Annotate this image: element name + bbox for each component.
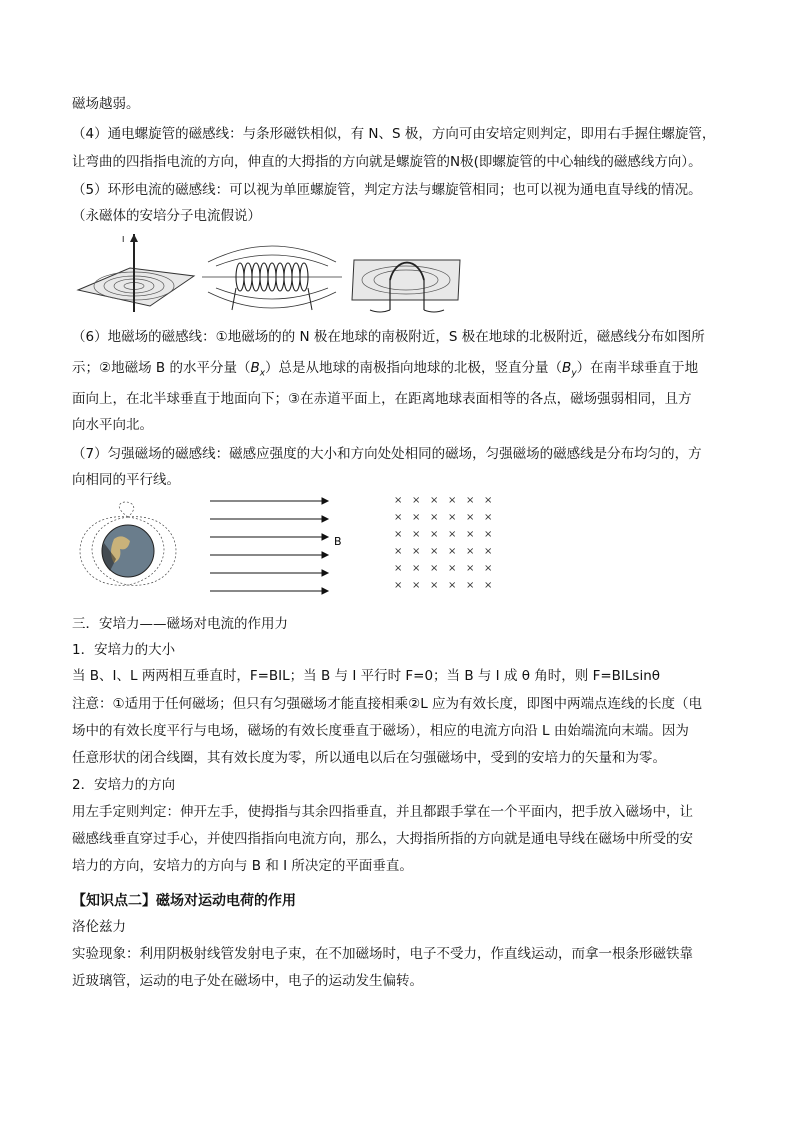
current-loop-field-figure bbox=[352, 260, 460, 312]
svg-text:×: × bbox=[412, 529, 421, 540]
text-line: 近玻璃管，运动的电子处在磁场中，电子的运动发生偏转。 bbox=[72, 973, 423, 989]
svg-text:×: × bbox=[466, 512, 475, 523]
svg-text:×: × bbox=[394, 563, 403, 574]
svg-text:×: × bbox=[430, 546, 439, 557]
text-segment: 示；②地磁场 B 的水平分量（ bbox=[72, 360, 251, 376]
solenoid-field-figure bbox=[202, 246, 342, 310]
svg-text:×: × bbox=[448, 495, 457, 506]
svg-text:×: × bbox=[484, 580, 493, 591]
text-line: 让弯曲的四指指电流的方向，伸直的大拇指的方向就是螺旋管的N极(即螺旋管的中心轴线的磁感线方向）。 bbox=[72, 154, 702, 170]
text-line: 场中的有效长度平行与电场，磁场的有效长度垂直于磁场），相应的电流方向沿 L 由始端流向末端。因为 bbox=[72, 723, 689, 739]
text-line: 磁感线垂直穿过手心，并使四指指向电流方向，那么，大拇指所指的方向就是通电导线在磁场中所受的安 bbox=[72, 831, 693, 847]
svg-text:×: × bbox=[412, 546, 421, 557]
svg-text:×: × bbox=[430, 495, 439, 506]
svg-text:×: × bbox=[466, 563, 475, 574]
text-line: 向水平向北。 bbox=[72, 417, 153, 433]
svg-text:×: × bbox=[394, 546, 403, 557]
text-line: （7）匀强磁场的磁感线：磁感应强度的大小和方向处处相同的磁场，匀强磁场的磁感线是分布均匀的，方 bbox=[72, 446, 702, 462]
text-line: 用左手定则判定：伸开左手，使拇指与其余四指垂直，并且都跟手掌在一个平面内，把手放入磁场中，让 bbox=[72, 804, 693, 820]
svg-text:×: × bbox=[448, 529, 457, 540]
svg-text:×: × bbox=[484, 563, 493, 574]
svg-text:×: × bbox=[394, 495, 403, 506]
straight-wire-field-figure bbox=[78, 234, 194, 312]
svg-text:×: × bbox=[448, 546, 457, 557]
svg-text:×: × bbox=[430, 563, 439, 574]
text-line: 实验现象：利用阴极射线管发射电子束，在不加磁场时，电子不受力，作直线运动，而拿一根条形磁铁靠 bbox=[72, 946, 693, 962]
svg-text:×: × bbox=[430, 529, 439, 540]
text-line: 注意：①适用于任何磁场；但只有匀强磁场才能直接相乘②L 应为有效长度，即图中两端点连线的长度（电 bbox=[72, 696, 703, 712]
subsection-heading: 洛伦兹力 bbox=[72, 919, 126, 935]
section-heading: 三．安培力——磁场对电流的作用力 bbox=[72, 616, 288, 632]
magnetic-field-figures bbox=[72, 230, 462, 315]
field-label: B bbox=[334, 535, 342, 548]
text-line: （4）通电螺旋管的磁感线：与条形磁铁相似，有 N、S 极，方向可由安培定则判定，即用右手握住螺旋管， bbox=[72, 126, 716, 142]
subsection-heading: 1．安培力的大小 bbox=[72, 642, 176, 658]
uniform-field-into-page-figure bbox=[394, 495, 492, 591]
svg-text:×: × bbox=[484, 512, 493, 523]
svg-text:×: × bbox=[484, 546, 493, 557]
text-line: 培力的方向，安培力的方向与 B 和 I 所决定的平面垂直。 bbox=[72, 858, 413, 874]
uniform-field-lines-figure bbox=[210, 498, 328, 594]
text-line: 任意形状的闭合线圈，其有效长度为零，所以通电以后在匀强磁场中，受到的安培力的矢量和为零。 bbox=[72, 750, 666, 766]
svg-text:×: × bbox=[394, 580, 403, 591]
text-line: （5）环形电流的磁感线：可以视为单匝螺旋管，判定方法与螺旋管相同；也可以视为通电直导线的情况。 bbox=[72, 182, 702, 198]
svg-text:×: × bbox=[412, 512, 421, 523]
svg-text:×: × bbox=[430, 580, 439, 591]
svg-text:×: × bbox=[466, 580, 475, 591]
text-segment: ）总是从地球的南极指向地球的北极，竖直分量（ bbox=[265, 360, 563, 376]
text-line: 磁场越弱。 bbox=[72, 96, 140, 112]
svg-text:×: × bbox=[412, 580, 421, 591]
svg-text:×: × bbox=[466, 495, 475, 506]
svg-text:×: × bbox=[448, 563, 457, 574]
text-line: （6）地磁场的磁感线：①地磁场的的 N 极在地球的南极附近，S 极在地球的北极附近，磁感线分布如图所 bbox=[72, 329, 705, 345]
svg-text:×: × bbox=[466, 529, 475, 540]
earth-magnetic-field-figure bbox=[80, 502, 176, 585]
svg-text:×: × bbox=[484, 529, 493, 540]
svg-text:×: × bbox=[412, 495, 421, 506]
earth-and-uniform-field-figures bbox=[70, 493, 500, 603]
subsection-heading: 2．安培力的方向 bbox=[72, 777, 176, 793]
text-line: 面向上，在北半球垂直于地面向下；③在赤道平面上，在距离地球表面相等的各点，磁场强弱相同，且方 bbox=[72, 391, 692, 407]
svg-text:×: × bbox=[412, 563, 421, 574]
svg-text:×: × bbox=[394, 512, 403, 523]
svg-text:×: × bbox=[448, 580, 457, 591]
svg-text:×: × bbox=[430, 512, 439, 523]
text-line bbox=[72, 358, 698, 384]
svg-text:×: × bbox=[394, 529, 403, 540]
knowledge-point-heading: 【知识点二】磁场对运动电荷的作用 bbox=[72, 893, 296, 909]
text-line: （永磁体的安培分子电流假说） bbox=[72, 208, 261, 224]
by-symbol: $B_y$ bbox=[562, 360, 577, 379]
svg-text:×: × bbox=[448, 512, 457, 523]
text-line: 向相同的平行线。 bbox=[72, 472, 180, 488]
svg-text:×: × bbox=[484, 495, 493, 506]
text-segment: ）在南半球垂直于地 bbox=[576, 360, 699, 376]
svg-text:×: × bbox=[466, 546, 475, 557]
bx-symbol: $B_x$ bbox=[250, 360, 266, 379]
text-line: 当 B、I、L 两两相互垂直时，F=BIL；当 B 与 I 平行时 F=0；当 B 与 I 成 θ 角时，则 F=BILsinθ bbox=[72, 668, 661, 684]
current-label: I bbox=[122, 235, 125, 244]
